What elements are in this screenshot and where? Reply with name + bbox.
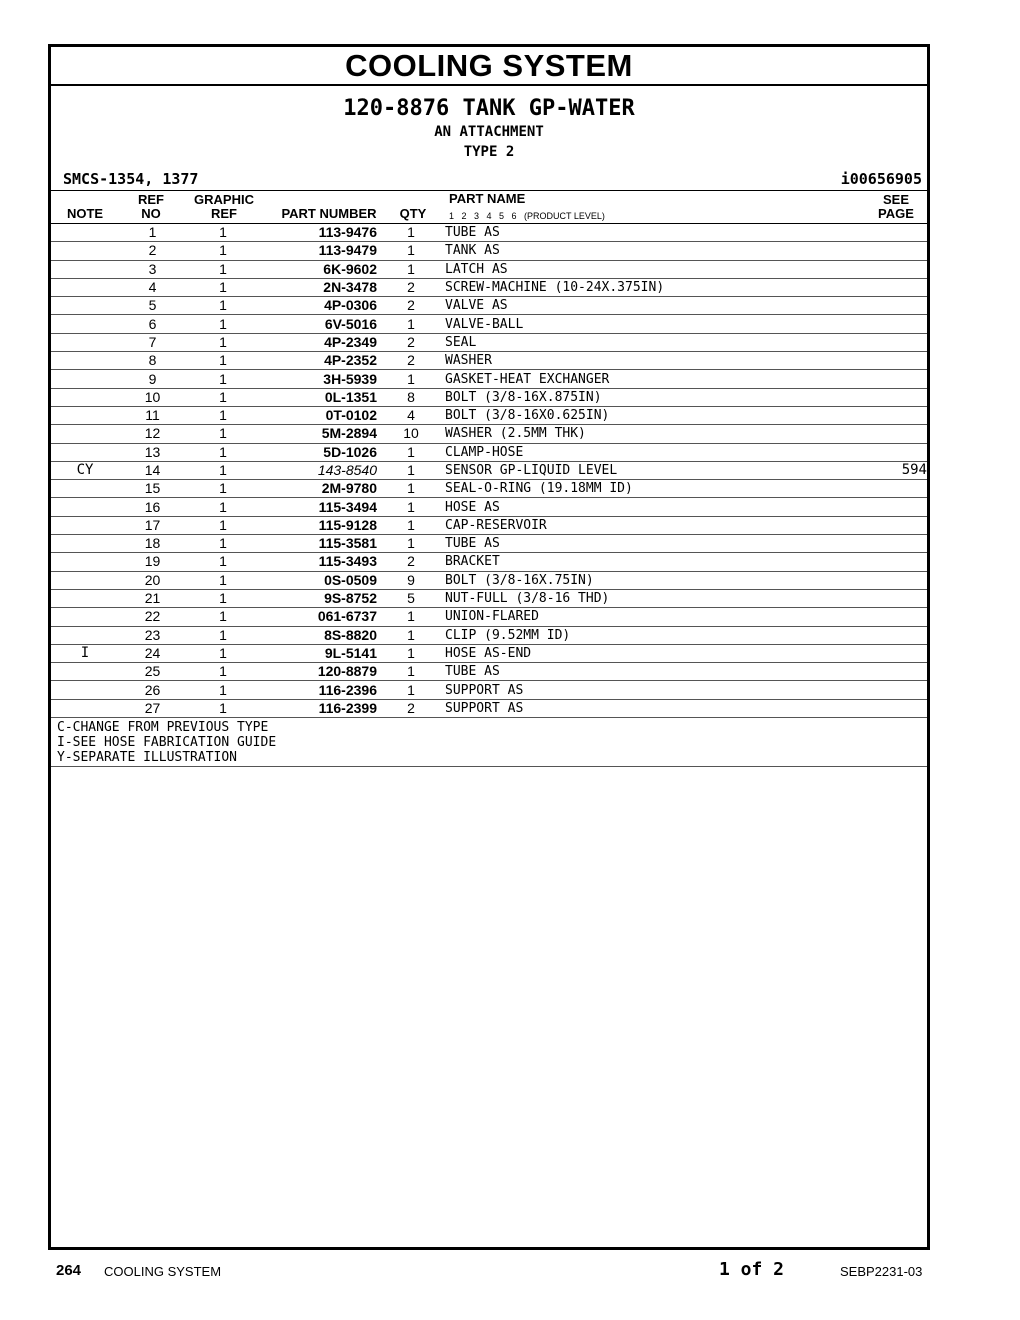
col-part-number: PART NUMBER xyxy=(281,206,377,221)
see-page-cell xyxy=(855,224,927,242)
table-row xyxy=(51,315,927,333)
part-number-cell: 143-8540 xyxy=(260,461,377,479)
see-page-cell xyxy=(855,516,927,534)
part-number-cell: 3H-5939 xyxy=(260,370,377,388)
see-page-cell xyxy=(855,535,927,553)
note-cell xyxy=(51,315,119,333)
note-cell xyxy=(51,242,119,260)
graphic-ref-cell: 1 xyxy=(186,681,260,699)
part-number-cell: 4P-0306 xyxy=(260,297,377,315)
part-name-cell: BRACKET xyxy=(445,553,855,571)
part-number-cell: 113-9476 xyxy=(260,224,377,242)
table-row xyxy=(51,425,927,443)
part-name-cell: LATCH AS xyxy=(445,260,855,278)
qty-cell: 2 xyxy=(377,352,445,370)
ref-no-cell: 12 xyxy=(119,425,186,443)
part-number-cell: 120-8879 xyxy=(260,663,377,681)
table-row xyxy=(51,278,927,296)
graphic-ref-cell: 1 xyxy=(186,480,260,498)
qty-cell: 1 xyxy=(377,480,445,498)
part-name-cell: HOSE AS-END xyxy=(445,644,855,662)
parts-sheet xyxy=(48,44,930,1250)
table-row xyxy=(51,260,927,278)
see-page-cell xyxy=(855,663,927,681)
ref-no-cell: 25 xyxy=(119,663,186,681)
see-page-cell xyxy=(855,681,927,699)
ref-no-cell: 2 xyxy=(119,242,186,260)
attachment-label: AN ATTACHMENT xyxy=(434,124,544,140)
table-row xyxy=(51,571,927,589)
note-cell xyxy=(51,370,119,388)
smcs-row xyxy=(51,168,927,190)
part-name-cell: SEAL xyxy=(445,333,855,351)
graphic-ref-cell: 1 xyxy=(186,315,260,333)
qty-cell: 1 xyxy=(377,461,445,479)
table-row xyxy=(51,406,927,424)
qty-cell: 1 xyxy=(377,681,445,699)
note-cell xyxy=(51,224,119,242)
part-number-cell: 116-2396 xyxy=(260,681,377,699)
table-row xyxy=(51,699,927,717)
table-row xyxy=(51,498,927,516)
legend-item: C-CHANGE FROM PREVIOUS TYPE xyxy=(57,720,269,736)
group-title: 120-8876 TANK GP-WATER xyxy=(343,96,635,121)
part-name-cell: GASKET-HEAT EXCHANGER xyxy=(445,370,855,388)
graphic-ref-cell: 1 xyxy=(186,498,260,516)
see-page-cell xyxy=(855,480,927,498)
part-name-cell: BOLT (3/8-16X.75IN) xyxy=(445,571,855,589)
table-row xyxy=(51,242,927,260)
see-page-cell xyxy=(855,370,927,388)
graphic-ref-cell: 1 xyxy=(186,443,260,461)
part-number-cell: 5M-2894 xyxy=(260,425,377,443)
smcs-codes: SMCS-1354, 1377 xyxy=(63,170,199,188)
part-number-cell: 9L-5141 xyxy=(260,644,377,662)
part-number-cell: 115-3494 xyxy=(260,498,377,516)
part-name-cell: SCREW-MACHINE (10-24X.375IN) xyxy=(445,278,855,296)
see-page-cell xyxy=(855,699,927,717)
part-number-cell: 116-2399 xyxy=(260,699,377,717)
note-cell xyxy=(51,553,119,571)
graphic-ref-cell: 1 xyxy=(186,425,260,443)
col-ref-top: REF xyxy=(138,192,164,207)
note-cell xyxy=(51,516,119,534)
page-of-indicator: 1 of 2 xyxy=(719,1259,785,1280)
ref-no-cell: 4 xyxy=(119,278,186,296)
note-cell: CY xyxy=(51,461,119,479)
part-name-cell: SEAL-O-RING (19.18MM ID) xyxy=(445,480,855,498)
note-cell xyxy=(51,589,119,607)
qty-cell: 1 xyxy=(377,224,445,242)
part-name-cell: UNION-FLARED xyxy=(445,608,855,626)
graphic-ref-cell: 1 xyxy=(186,571,260,589)
part-name-cell: CLIP (9.52MM ID) xyxy=(445,626,855,644)
ref-no-cell: 7 xyxy=(119,333,186,351)
part-number-cell: 115-3581 xyxy=(260,535,377,553)
table-row xyxy=(51,516,927,534)
graphic-ref-cell: 1 xyxy=(186,297,260,315)
part-name-cell: WASHER xyxy=(445,352,855,370)
part-number-cell: 6K-9602 xyxy=(260,260,377,278)
col-product-level: 1 2 3 4 5 6 (PRODUCT LEVEL) xyxy=(449,211,605,221)
see-page-cell xyxy=(855,571,927,589)
col-ref-bottom: NO xyxy=(141,206,161,221)
note-cell xyxy=(51,663,119,681)
see-page-cell xyxy=(855,498,927,516)
qty-cell: 8 xyxy=(377,388,445,406)
see-page-cell: 594 xyxy=(855,461,927,479)
qty-cell: 1 xyxy=(377,370,445,388)
table-row xyxy=(51,626,927,644)
ref-no-cell: 22 xyxy=(119,608,186,626)
see-page-cell xyxy=(855,352,927,370)
page-footer xyxy=(0,1258,1020,1288)
table-row xyxy=(51,352,927,370)
graphic-ref-cell: 1 xyxy=(186,626,260,644)
table-row xyxy=(51,480,927,498)
part-name-cell: SENSOR GP-LIQUID LEVEL xyxy=(445,461,855,479)
qty-cell: 1 xyxy=(377,242,445,260)
section-title: COOLING SYSTEM xyxy=(51,47,927,86)
see-page-cell xyxy=(855,589,927,607)
note-cell xyxy=(51,388,119,406)
qty-cell: 1 xyxy=(377,498,445,516)
part-number-cell: 113-9479 xyxy=(260,242,377,260)
see-page-cell xyxy=(855,315,927,333)
see-page-cell xyxy=(855,626,927,644)
part-number-cell: 115-9128 xyxy=(260,516,377,534)
part-name-cell: TUBE AS xyxy=(445,224,855,242)
qty-cell: 2 xyxy=(377,297,445,315)
col-note: NOTE xyxy=(66,206,104,221)
ref-no-cell: 24 xyxy=(119,644,186,662)
graphic-ref-cell: 1 xyxy=(186,388,260,406)
table-row xyxy=(51,681,927,699)
ref-no-cell: 26 xyxy=(119,681,186,699)
qty-cell: 4 xyxy=(377,406,445,424)
part-name-cell: CAP-RESERVOIR xyxy=(445,516,855,534)
graphic-ref-cell: 1 xyxy=(186,608,260,626)
part-name-cell: VALVE-BALL xyxy=(445,315,855,333)
table-row xyxy=(51,370,927,388)
qty-cell: 1 xyxy=(377,608,445,626)
see-page-cell xyxy=(855,425,927,443)
graphic-ref-cell: 1 xyxy=(186,461,260,479)
qty-cell: 1 xyxy=(377,315,445,333)
graphic-ref-cell: 1 xyxy=(186,663,260,681)
graphic-ref-cell: 1 xyxy=(186,644,260,662)
note-cell xyxy=(51,297,119,315)
part-number-cell: 6V-5016 xyxy=(260,315,377,333)
ref-no-cell: 5 xyxy=(119,297,186,315)
qty-cell: 2 xyxy=(377,699,445,717)
see-page-cell xyxy=(855,406,927,424)
table-row xyxy=(51,644,927,662)
part-name-cell: CLAMP-HOSE xyxy=(445,443,855,461)
note-cell xyxy=(51,535,119,553)
see-page-cell xyxy=(855,260,927,278)
ref-no-cell: 3 xyxy=(119,260,186,278)
see-page-cell xyxy=(855,333,927,351)
table-row xyxy=(51,553,927,571)
part-name-cell: BOLT (3/8-16X0.625IN) xyxy=(445,406,855,424)
qty-cell: 2 xyxy=(377,278,445,296)
qty-cell: 2 xyxy=(377,553,445,571)
note-cell xyxy=(51,352,119,370)
qty-cell: 1 xyxy=(377,516,445,534)
table-row xyxy=(51,443,927,461)
ref-no-cell: 18 xyxy=(119,535,186,553)
col-part-name: PART NAME xyxy=(449,191,526,206)
part-name-cell: TANK AS xyxy=(445,242,855,260)
ref-no-cell: 21 xyxy=(119,589,186,607)
footer-section: COOLING SYSTEM xyxy=(104,1264,222,1279)
col-graphic-top: GRAPHIC xyxy=(194,192,254,207)
table-row xyxy=(51,224,927,242)
graphic-ref-cell: 1 xyxy=(186,516,260,534)
note-cell xyxy=(51,626,119,644)
ref-no-cell: 15 xyxy=(119,480,186,498)
document-number: SEBP2231-03 xyxy=(840,1264,923,1279)
qty-cell: 10 xyxy=(377,425,445,443)
page-number: 264 xyxy=(56,1262,82,1279)
table-row xyxy=(51,589,927,607)
note-cell: I xyxy=(51,644,119,662)
ref-no-cell: 11 xyxy=(119,406,186,424)
ref-no-cell: 9 xyxy=(119,370,186,388)
part-number-cell: 9S-8752 xyxy=(260,589,377,607)
part-name-cell: BOLT (3/8-16X.875IN) xyxy=(445,388,855,406)
graphic-ref-cell: 1 xyxy=(186,699,260,717)
graphic-ref-cell: 1 xyxy=(186,406,260,424)
ref-no-cell: 8 xyxy=(119,352,186,370)
note-cell xyxy=(51,443,119,461)
see-page-cell xyxy=(855,553,927,571)
note-cell xyxy=(51,406,119,424)
ref-no-cell: 16 xyxy=(119,498,186,516)
legend-item: Y-SEPARATE ILLUSTRATION xyxy=(57,750,238,766)
graphic-ref-cell: 1 xyxy=(186,260,260,278)
legend-item: I-SEE HOSE FABRICATION GUIDE xyxy=(57,735,277,751)
part-number-cell: 4P-2349 xyxy=(260,333,377,351)
note-cell xyxy=(51,480,119,498)
table-row xyxy=(51,461,927,479)
note-cell xyxy=(51,278,119,296)
note-cell xyxy=(51,425,119,443)
qty-cell: 1 xyxy=(377,626,445,644)
part-name-cell: TUBE AS xyxy=(445,535,855,553)
part-name-cell: WASHER (2.5MM THK) xyxy=(445,425,855,443)
note-cell xyxy=(51,699,119,717)
ref-no-cell: 17 xyxy=(119,516,186,534)
table-row xyxy=(51,297,927,315)
note-cell xyxy=(51,260,119,278)
qty-cell: 2 xyxy=(377,333,445,351)
graphic-ref-cell: 1 xyxy=(186,278,260,296)
note-cell xyxy=(51,681,119,699)
table-header xyxy=(51,190,927,224)
table-row xyxy=(51,663,927,681)
graphic-ref-cell: 1 xyxy=(186,553,260,571)
ref-no-cell: 23 xyxy=(119,626,186,644)
col-qty: QTY xyxy=(399,206,427,221)
table-row xyxy=(51,608,927,626)
note-cell xyxy=(51,333,119,351)
part-number-cell: 0L-1351 xyxy=(260,388,377,406)
part-name-cell: NUT-FULL (3/8-16 THD) xyxy=(445,589,855,607)
table-row xyxy=(51,535,927,553)
col-graphic-bottom: REF xyxy=(211,206,237,221)
ref-no-cell: 1 xyxy=(119,224,186,242)
qty-cell: 5 xyxy=(377,589,445,607)
col-see-bottom: PAGE xyxy=(878,206,914,221)
part-name-cell: SUPPORT AS xyxy=(445,681,855,699)
see-page-cell xyxy=(855,242,927,260)
part-number-cell: 2N-3478 xyxy=(260,278,377,296)
ref-no-cell: 6 xyxy=(119,315,186,333)
see-page-cell xyxy=(855,608,927,626)
graphic-ref-cell: 1 xyxy=(186,352,260,370)
note-cell xyxy=(51,608,119,626)
part-number-cell: 4P-2352 xyxy=(260,352,377,370)
note-cell xyxy=(51,571,119,589)
qty-cell: 1 xyxy=(377,443,445,461)
table-row xyxy=(51,388,927,406)
part-number-cell: 2M-9780 xyxy=(260,480,377,498)
qty-cell: 9 xyxy=(377,571,445,589)
ref-no-cell: 13 xyxy=(119,443,186,461)
ref-no-cell: 20 xyxy=(119,571,186,589)
part-name-cell: SUPPORT AS xyxy=(445,699,855,717)
note-cell xyxy=(51,498,119,516)
graphic-ref-cell: 1 xyxy=(186,535,260,553)
qty-cell: 1 xyxy=(377,644,445,662)
see-page-cell xyxy=(855,278,927,296)
see-page-cell xyxy=(855,644,927,662)
ref-no-cell: 27 xyxy=(119,699,186,717)
part-number-cell: 115-3493 xyxy=(260,553,377,571)
graphic-ref-cell: 1 xyxy=(186,224,260,242)
type-label: TYPE 2 xyxy=(463,144,515,160)
illustration-id: i00656905 xyxy=(840,170,922,188)
graphic-ref-cell: 1 xyxy=(186,242,260,260)
col-see-top: SEE xyxy=(882,192,909,207)
parts-table xyxy=(51,224,927,718)
ref-no-cell: 14 xyxy=(119,461,186,479)
part-name-cell: TUBE AS xyxy=(445,663,855,681)
part-number-cell: 0T-0102 xyxy=(260,406,377,424)
qty-cell: 1 xyxy=(377,260,445,278)
notes-legend xyxy=(51,718,927,767)
table-row xyxy=(51,333,927,351)
part-number-cell: 061-6737 xyxy=(260,608,377,626)
graphic-ref-cell: 1 xyxy=(186,589,260,607)
graphic-ref-cell: 1 xyxy=(186,333,260,351)
ref-no-cell: 10 xyxy=(119,388,186,406)
see-page-cell xyxy=(855,443,927,461)
part-number-cell: 8S-8820 xyxy=(260,626,377,644)
see-page-cell xyxy=(855,388,927,406)
part-name-cell: VALVE AS xyxy=(445,297,855,315)
ref-no-cell: 19 xyxy=(119,553,186,571)
qty-cell: 1 xyxy=(377,535,445,553)
see-page-cell xyxy=(855,297,927,315)
part-number-cell: 5D-1026 xyxy=(260,443,377,461)
qty-cell: 1 xyxy=(377,663,445,681)
graphic-ref-cell: 1 xyxy=(186,370,260,388)
part-number-cell: 0S-0509 xyxy=(260,571,377,589)
part-name-cell: HOSE AS xyxy=(445,498,855,516)
